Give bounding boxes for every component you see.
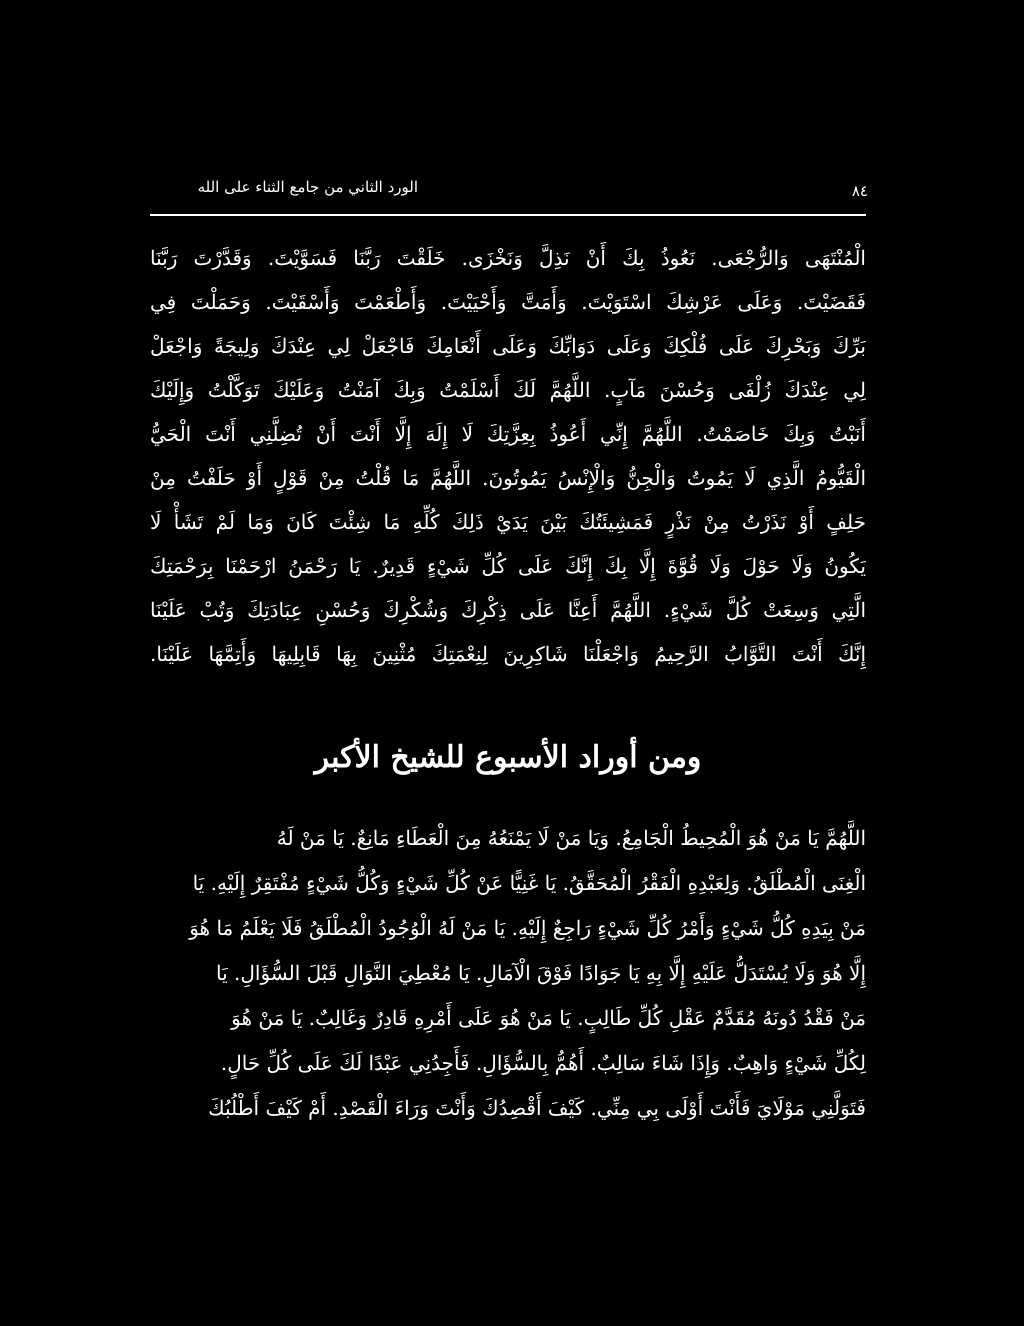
- text-line: أَنَبْتُ وَبِكَ خَاصَمْتُ. اللَّهُمَّ إِنِّي أَعُوذُ بِعِزَّتِكَ لَا إِلَهَ إِلَّا أَنْتَ أَنْ تُضِلَّنِي أَنْتَ الْحَيُّ: [150, 422, 866, 446]
- text-line: لِي عِنْدَكَ زُلْفَى وَحُسْنَ مَآبٍ. اللَّهُمَّ لَكَ أَسْلَمْتُ وَبِكَ آمَنْتُ وَعَلَيْكَ تَوَكَّلْتُ وَإِلَيْكَ: [150, 378, 866, 402]
- text-line: الْغِنَى الْمُطْلَقُ. وَلِعَبْدِهِ الْفَقْرُ الْمُحَقَّقُ. يَا غَنِيًّا عَنْ كُلِّ شَيْءٍ وَكُلُّ شَيْءٍ مُفْتَقِرٌ إِلَيْهِ. يَا: [192, 871, 866, 895]
- running-title: الورد الثاني من جامع الثناء على الله: [197, 178, 418, 196]
- header-rule: [150, 214, 866, 216]
- text-line: بَرِّكَ وَبَحْرِكَ عَلَى فُلْكِكَ وَعَلَى دَوَابِّكَ وَعَلَى أَنْعَامِكَ فَاجْعَلْ لِي عِنْدَكَ وَلِيجَةً وَاجْعَلْ: [150, 334, 866, 358]
- text-line: إِنَّكَ أَنْتَ التَّوَّابُ الرَّحِيمُ وَاجْعَلْنَا شَاكِرِينَ لِنِعْمَتِكَ مُثْنِينَ بِهَا قَابِلِيهَا وَأَتِمَّهَا عَلَيْنَا.: [150, 642, 866, 666]
- text-line: الْقَيُّومُ الَّذِي لَا يَمُوتُ وَالْجِنُّ وَالْإِنْسُ يَمُوتُونَ. اللَّهُمَّ مَا قُلْتُ مِنْ قَوْلٍ أَوْ حَلَفْتُ مِنْ: [150, 466, 866, 490]
- text-line: الَّتِي وَسِعَتْ كُلَّ شَيْءٍ. اللَّهُمَّ أَعِنَّا عَلَى ذِكْرِكَ وَشُكْرِكَ وَحُسْنِ عِبَادَتِكَ وَتُبْ عَلَيْنَا: [150, 598, 866, 622]
- text-line: الْمُنْتَهَى وَالرُّجْعَى. نَعُوذُ بِكَ أَنْ نَذِلَّ وَنَخْزَى. خَلَقْتَ رَبَّنَا فَسَوَّيْتَ. وَقَدَّرْتَ رَبَّنَا: [150, 246, 866, 270]
- text-line: اللَّهُمَّ يَا مَنْ هُوَ الْمُحِيطُ الْجَامِعُ. وَيَا مَنْ لَا يَمْنَعُهُ مِنَ الْعَطَاءِ مَانِعٌ. يَا مَنْ لَهُ: [276, 826, 866, 850]
- page-header: [148, 178, 868, 208]
- section-paragraph: [150, 816, 866, 1131]
- text-line: فَتَوَلَّنِي مَوْلَايَ فَأَنْتَ أَوْلَى بِي مِنِّي. كَيْفَ أَقْصِدُكَ وَأَنْتَ وَرَاءَ الْقَصْدِ. أَمْ كَيْفَ أَطْلُبُكَ: [208, 1096, 866, 1120]
- text-line: يَكُونُ وَلَا حَوْلَ وَلَا قُوَّةَ إِلَّا بِكَ إِنَّكَ عَلَى كُلِّ شَيْءٍ قَدِيرٌ. يَا رَحْمَنُ ارْحَمْنَا بِرَحْمَتِكَ: [150, 554, 866, 578]
- main-paragraph: [150, 236, 866, 676]
- text-line: حَلِفٍ أَوْ نَذَرْتُ مِنْ نَذْرٍ فَمَشِيئَتُكَ بَيْنَ يَدَيْ ذَلِكَ كُلِّهِ مَا شِئْتَ كَانَ وَمَا لَمْ تَشَأْ لَا: [150, 510, 866, 534]
- text-line: لِكُلِّ شَيْءٍ وَاهِبٌ. وَإِذَا شَاءَ سَالِبٌ. أَهُمُّ بِالسُّؤَالِ. فَأَجِدُنِي عَبْدًا لَكَ عَلَى كُلِّ حَالٍ.: [220, 1051, 866, 1075]
- text-line: فَقَضَيْتَ. وَعَلَى عَرْشِكَ اسْتَوَيْتَ. وَأَمَتَّ وَأَحْيَيْتَ. وَأَطْعَمْتَ وَأَسْقَيْتَ. وَحَمَلْتَ فِي: [150, 290, 866, 314]
- page-number: ٨٤: [851, 182, 868, 200]
- section-heading: ومن أوراد الأسبوع للشيخ الأكبر: [314, 740, 702, 775]
- text-line: إِلَّا هُوَ وَلَا يُسْتَدَلُّ عَلَيْهِ إِلَّا بِهِ يَا جَوَادًا فَوْقَ الْآمَالِ. يَا مُعْطِيَ النَّوَالِ قَبْلَ السُّؤَالِ. يَا: [216, 961, 866, 985]
- text-line: مَنْ فَقْدُ دُونَهُ مُقَدَّمٌ عَقْلِ كُلِّ طَالِبٍ. يَا مَنْ هُوَ عَلَى أَمْرِهِ قَادِرٌ وَغَالِبٌ. يَا مَنْ هُوَ: [231, 1006, 866, 1030]
- text-line: مَنْ بِيَدِهِ كُلُّ شَيْءٍ وَأَمْرُ كُلِّ شَيْءٍ رَاجِعٌ إِلَيْهِ. يَا مَنْ لَهُ الْوُجُودُ الْمُطْلَقُ فَلَا يَعْلَمُ مَا هُوَ: [189, 916, 866, 940]
